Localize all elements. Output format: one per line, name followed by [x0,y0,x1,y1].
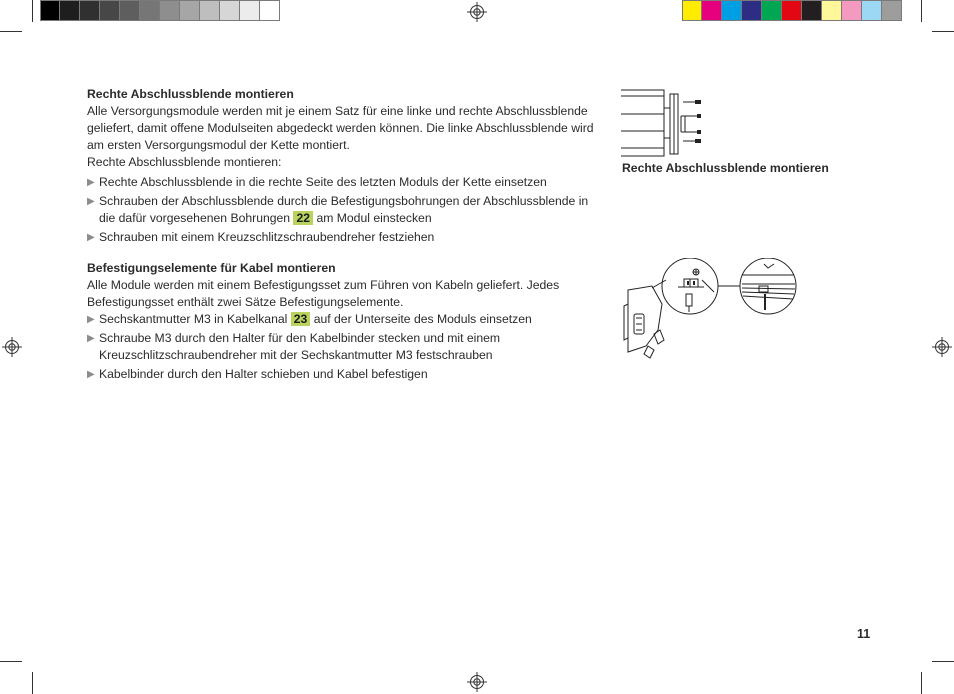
figure-caption: Rechte Abschlussblende montieren [622,161,829,175]
color-calibration-strip [682,0,902,21]
color-swatch [60,0,80,21]
list-item: ▶ Schraube M3 durch den Halter für den Kabelbinder stecken und mit einem Kreuzschlitzschraubendreher mit der Sechskantmutter M3 festschrauben [87,331,501,362]
color-swatch [702,0,722,21]
crop-mark [932,31,954,32]
color-swatch [862,0,882,21]
cable-fastening-illustration [618,258,802,362]
color-swatch [120,0,140,21]
color-swatch [842,0,862,21]
color-swatch [682,0,702,21]
color-swatch [100,0,120,21]
list-item: ▶ Schrauben der Abschlussblende durch die Befestigungsbohrungen der Abschlussblende in die dafür vorgesehenen Bohrungen 22 am Modul einstecken [87,194,589,225]
end-cover-illustration [619,86,707,158]
crop-mark [921,672,922,694]
section-intro: Alle Versorgungsmodule werden mit je einem Satz für eine linke und rechte Abschlussblende geliefert, damit offene Modulseiten abgedeckt werden können. Die linke Abschlussblende wird am ersten Versorgungsmodul der Kette montiert. [87,104,594,152]
list-item: ▶ Kabelbinder durch den Halter schieben und Kabel befestigen [87,367,428,381]
color-swatch [260,0,280,21]
section-intro: Alle Module werden mit einem Befestigungsset zum Führen von Kabeln geliefert. Jedes Befestigungsset enthält zwei Sätze Befestigungselemente. [87,278,560,309]
list-item: ▶ Sechskantmutter M3 in Kabelkanal 23 auf der Unterseite des Moduls einsetzen [87,312,532,326]
crop-mark [0,661,22,662]
crop-mark [32,0,33,22]
color-swatch [160,0,180,21]
crop-mark [32,672,33,694]
bullet-arrow-icon: ▶ [87,196,95,207]
crop-mark [921,0,922,22]
color-swatch [220,0,240,21]
color-swatch [802,0,822,21]
main-text-column [87,86,607,385]
bullet-arrow-icon: ▶ [87,369,95,380]
color-swatch [882,0,902,21]
section-heading: Befestigungselemente für Kabel montieren [87,261,336,275]
color-swatch [180,0,200,21]
registration-mark-icon [467,2,487,22]
registration-mark-icon [467,672,487,692]
color-swatch [762,0,782,21]
page-number: 11 [857,627,871,641]
gray-calibration-strip [40,0,280,21]
section-heading: Rechte Abschlussblende montieren [87,87,294,101]
crop-mark [0,31,22,32]
color-swatch [80,0,100,21]
registration-mark-icon [932,337,952,357]
registration-mark-icon [2,337,22,357]
reference-badge: 23 [291,312,311,326]
crop-mark [932,661,954,662]
color-swatch [822,0,842,21]
color-swatch [40,0,60,21]
bullet-arrow-icon: ▶ [87,177,95,188]
reference-badge: 22 [293,211,313,225]
color-swatch [240,0,260,21]
section-lead: Rechte Abschlussblende montieren: [87,155,282,169]
bullet-arrow-icon: ▶ [87,333,95,344]
color-swatch [140,0,160,21]
list-item: ▶ Rechte Abschlussblende in die rechte Seite des letzten Moduls der Kette einsetzen [87,175,547,189]
color-swatch [200,0,220,21]
color-swatch [782,0,802,21]
bullet-arrow-icon: ▶ [87,232,95,243]
list-item: ▶ Schrauben mit einem Kreuzschlitzschraubendreher festziehen [87,230,435,244]
color-swatch [722,0,742,21]
bullet-arrow-icon: ▶ [87,314,95,325]
color-swatch [742,0,762,21]
